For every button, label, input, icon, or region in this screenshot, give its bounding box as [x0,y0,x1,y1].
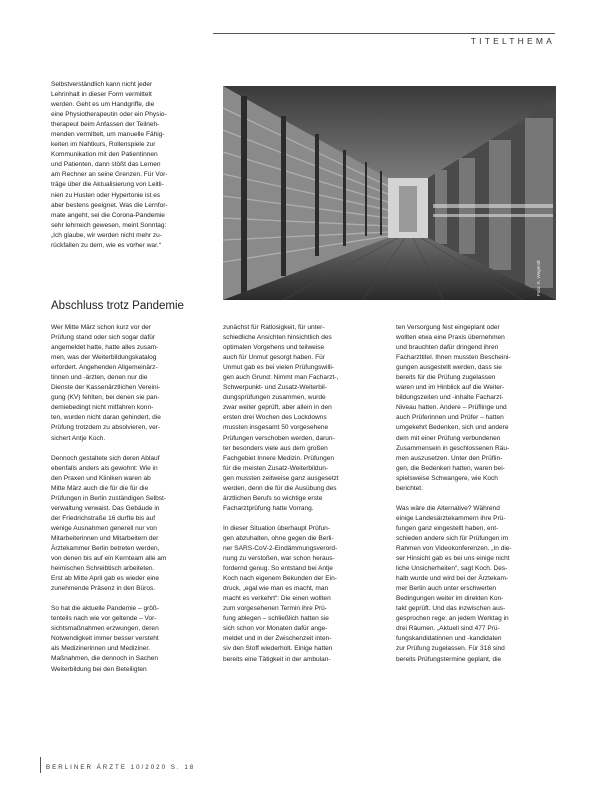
text-line: ersten drei Wochen des Lockdowns [223,414,327,422]
footer-citation: BERLINER ÄRZTE 10/2020 S. 18 [46,764,196,771]
footer-rule [40,757,41,773]
section-label: TITELTHEMA [470,36,555,46]
text-line: therapeut beim Anfassen der Teilneh- [51,121,160,129]
text-line: berichtet. [396,484,423,492]
text-line: ser Hinsicht gab es bei uns einige nicht [396,555,510,563]
text-line: wenige Ausnahmen generell nur von [51,524,157,532]
text-line: Zusammensein in geschlossenen Räu- [396,444,510,452]
corridor-photo [223,86,556,300]
text-line: gungen ausgestellt werden, dass sie [396,364,502,372]
text-line: gen abzuhalten, ohne gegen die Berli- [223,534,334,542]
text-line: Kommunikation mit den Patientinnen [51,151,158,159]
text-line: nung zu verstoßen, war schon heraus- [223,555,335,563]
text-line: Bedingungen weiter im direkten Kon- [396,595,504,603]
paragraph [51,80,211,251]
text-line: sichert Antje Koch. [51,434,106,442]
text-line: werden, denn die für die Ausübung des [223,484,337,492]
text-line: In dieser Situation überhaupt Prüfun- [223,524,331,532]
text-line: keiten im Nahtkurs, Rollenspiele zur [51,141,156,149]
text-line: dem mit einer Prüfung verbundenen [396,434,501,442]
text-line: optimalen Vorgehens und teilweise [223,344,325,352]
text-line: demiebedingt nicht mitfahren konn- [51,404,154,412]
text-line: zwar weiter geprüft, aber allein in den [223,404,332,412]
text-line: am Rechner an seine Grenzen. Für Vor- [51,171,168,179]
text-line: men, was der Weiterbildungskatalog [51,354,157,362]
text-line: zunehmende Präsenz in den Büros. [51,585,156,593]
text-line: sich schon vor Monaten dafür ange- [223,625,328,633]
text-line: werden. Geht es um Handgriffe, die [51,101,155,109]
paragraph [51,604,211,674]
text-line: aber bestens geeignet. Was die Lernfor- [51,201,168,209]
text-line: Was wäre die Alternative? Während [396,504,500,512]
text-line: heimischen Schreibtisch arbeiteten. [51,565,155,573]
text-line: ten, wurden nicht daran gehindert, die [51,414,161,422]
text-line: gen, die Bedenken hatten, waren bei- [396,464,505,472]
text-line: men auszusetzen. Unter den Prüflin- [396,454,503,462]
photo-credit: Foto: K. Wegendt [536,260,541,296]
text-line: Selbstverständlich kann nicht jeder [51,81,153,88]
text-line: spielsweise Schwangere, wie Koch [396,474,498,482]
text-line: dungsprüfungen zusammen, wurde [223,394,326,402]
text-line: Unmut gab es bei vielen Prüfungswilli- [223,364,334,372]
text-line: zur Prüfung zugelassen. Für 318 sind [396,645,505,653]
paragraph [396,504,556,665]
paragraph [223,323,383,514]
body-column-1 [51,323,211,685]
text-line: schieden andere sich für Prüfungen im [396,534,509,542]
text-line: erfordert. Angehenden Allgemeinärz- [51,364,158,372]
text-line: Notwendigkeit immer besser versteht [51,635,159,643]
header-rule [213,33,555,34]
text-line: träge über die Aktualisierung von Leitli- [51,181,164,189]
text-line: waren und im Hinblick auf die Weiter- [396,384,505,392]
text-line: Rahmen von Videokonferenzen. „In die- [396,544,512,552]
text-line: wollten etwa eine Praxis übernehmen [396,334,505,342]
text-line: Mitte März auch die für die für die [51,484,149,492]
text-line: fordernd genug. So entstand bei Antje [223,565,333,573]
text-line: als Medizinerinnen und Mediziner. [51,645,150,653]
text-line: auch für Unmut gesorgt haben. Für [223,354,325,362]
text-line: nien zu Husten oder Hypertonie ist es [51,191,161,199]
text-line: Lehrinhalt in dieser Form vermittelt [51,91,152,99]
text-line: ärztlichen Berufs so wichtige erste [223,494,323,502]
text-line: Facharztprüfung hatte Vorrang. [223,504,314,512]
text-line: Maßnahmen, die dennoch in Sachen [51,655,159,663]
text-line: mer Berlin auch unter erschwerten [396,585,497,593]
text-line: gesprochen rege: an jedem Werktag in [396,615,509,623]
text-line: Schwerpunkt- und Zusatz-Weiterbil- [223,384,327,392]
text-line: umgekehrt Bedenken, sich und andere [396,424,509,432]
text-line: angemeldet hatte, hatte alles zusam- [51,344,159,352]
text-line: druck, „egal wie man es macht, man [223,585,329,593]
text-line: fung ablegen – schließlich hatten sie [223,615,329,623]
text-line: tinnen und -ärzten, denen nur die [51,374,148,382]
text-line: zum vorgesehenen Termin ihre Prü- [223,605,327,613]
text-line: sehr lehrreich gewesen, meint Sonntag: [51,221,167,229]
text-line: mussten insgesamt 50 vorgesehene [223,424,329,432]
text-line: Facharzttitel. Ihnen mussten Bescheini- [396,354,511,362]
text-line: liche Unsicherheiten“, sagt Koch. Des- [396,565,508,573]
text-line: Weiterbildung bei den Beteiligten [51,665,147,673]
body-column-3 [396,323,556,675]
text-line: verwaltung verwaist. Das Gebäude in [51,504,160,512]
text-line: ner SARS-CoV-2-Eindämmungsverord- [223,544,338,552]
text-line: Prüfungen in Berlin zuständigen Selbst- [51,494,167,502]
text-line: Erst ab Mitte April gab es wieder eine [51,575,160,583]
text-line: rückfallen zu dem, wie es vorher war.“ [51,241,161,249]
text-line: schiedliche Ansichten hinsichtlich des [223,334,332,342]
text-line: gen auch Grund: Nimmt man Facharzt-, [223,374,339,382]
text-line: gen mussten zeitweise ganz ausgesetzt [223,474,339,482]
text-line: mate angeht, sei die Corona-Pandemie [51,211,165,219]
text-line: ten Versorgung fest eingeplant oder [396,324,500,331]
text-line: der Friedrichstraße 16 durfte bis auf [51,514,156,522]
text-line: meldet und in der Zwischenzeit inten- [223,635,332,643]
text-line: menden vermittelt, um manuelle Fähig- [51,131,165,139]
text-line: macht es verkehrt“: Die einen wollten [223,595,331,603]
text-line: sichtsmaßnahmen erzwungen, deren [51,625,159,633]
section-subheading: Abschluss trotz Pandemie [51,300,184,312]
text-line: fungskandidatinnen und -kandidaten [396,635,502,643]
text-line: ter besonders viele aus dem großen [223,444,328,452]
text-line: halb wurde und wird bei der Ärztekam- [396,575,509,583]
text-line: Dienste der Kassenärztlichen Vereini- [51,384,161,392]
text-line: bereits eine Tätigkeit in der ambulan- [223,655,331,663]
paragraph [51,323,211,444]
text-line: bereits für die Prüfung zugelassen [396,374,496,382]
text-line: gung (KV) fehlten, bei denen sie pan- [51,394,160,402]
text-line: ebenfalls anders als gewohnt: Wie in [51,464,158,472]
text-line: und brauchten dafür dringend ihren [396,344,499,352]
text-line: takt geprüft. Und das inzwischen aus- [396,605,506,613]
paragraph [223,524,383,665]
text-line: und Patienten, dann stößt das Lernen [51,161,161,169]
text-line: Koch nach eigenem Bekunden der Ein- [223,575,337,583]
text-line: So hat die aktuelle Pandemie – größ- [51,605,160,613]
paragraph [51,454,211,595]
body-column-2 [223,323,383,675]
text-line: eine Physiotherapeutin oder ein Physio- [51,111,167,119]
text-line: „Ich glaube, wir werden nicht mehr zu- [51,231,162,239]
text-line: einige Landesärztekammern ihre Prü- [396,514,506,522]
text-line: Ärztekammer Berlin betreten werden, [51,544,160,552]
text-line: siv den Stoff wiederholt. Einige hatten [223,645,333,653]
text-line: Wer Mitte März schon kurz vor der [51,324,151,331]
text-line: Dennoch gestaltete sich deren Ablauf [51,454,160,462]
text-line: bildungszeiten und -inhalte Facharzt- [396,394,504,402]
text-line: den Praxen und Kliniken waren ab [51,474,151,482]
corridor-image [223,86,556,300]
text-line: fungen ganz eingestellt haben, ent- [396,524,499,532]
text-line: Niveau hatten. Andere – Prüflinge und [396,404,507,412]
text-line: drei Räumen. „Aktuell sind 477 Prü- [396,625,500,633]
text-line: von denen bis auf ein Kernteam alle am [51,555,167,563]
text-line: zunächst für Ratlosigkeit, für unter- [223,324,325,331]
text-line: Prüfungen verschoben werden, darun- [223,434,335,442]
text-line: bereits Prüfungstermine geplant, die [396,655,502,663]
text-line: Mitarbeiterinnen und Mitarbeitern der [51,534,159,542]
text-line: Prüfung trotzdem zu absolvieren, ver- [51,424,161,432]
intro-column [51,80,211,261]
text-line: Fachgebiet Innere Medizin. Prüfungen [223,454,335,462]
text-line: auch Prüferinnen und Prüfer – hatten [396,414,504,422]
text-line: für die meisten Zusatz-Weiterbildun- [223,464,329,472]
text-line: Prüfung stand oder sich sogar dafür [51,334,156,342]
paragraph [396,323,556,494]
text-line: tenteils nach wie vor geltende – Vor- [51,615,157,623]
